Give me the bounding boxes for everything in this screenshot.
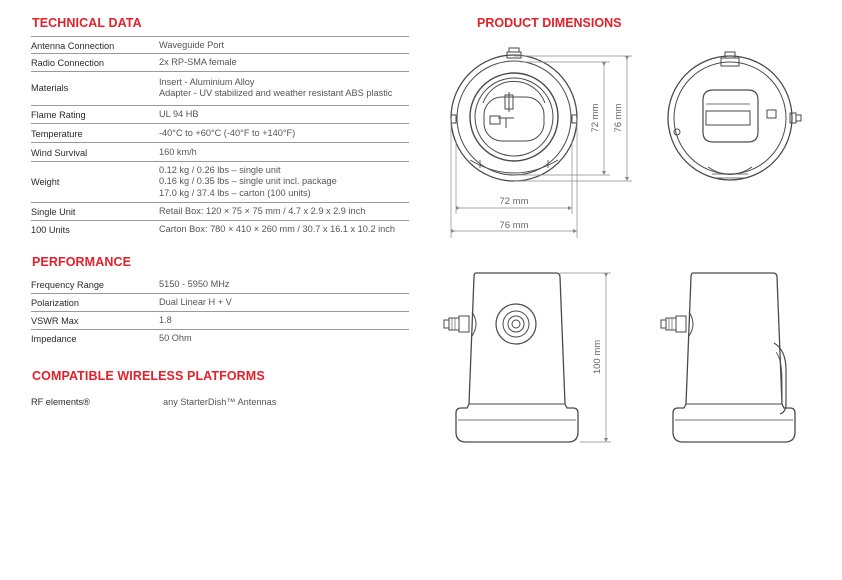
row-value: 50 Ohm bbox=[159, 333, 192, 343]
row-value: Carton Box: 780 × 410 × 260 mm / 30.7 x 16.1 x 10.2 inch bbox=[159, 224, 395, 234]
row-value: 0.12 kg / 0.26 lbs – single unit 0.16 kg / 0.35 lbs – single unit incl. package 17.0 kg / 37.4 lbs – carton (100 units) bbox=[159, 165, 337, 198]
row-value: -40°C to +60°C (-40°F to +140°F) bbox=[159, 128, 296, 138]
dim-label-72mm-height: 72 mm bbox=[590, 103, 601, 133]
row-label: Weight bbox=[31, 177, 60, 187]
row-label: RF elements® bbox=[31, 397, 90, 407]
side-view-profile-drawing bbox=[661, 273, 795, 442]
row-value: any StarterDish™ Antennas bbox=[163, 397, 277, 407]
row-value: 5150 - 5950 MHz bbox=[159, 279, 230, 289]
row-label: Radio Connection bbox=[31, 58, 105, 68]
row-label: Flame Rating bbox=[31, 110, 86, 120]
row-label: VSWR Max bbox=[31, 316, 79, 326]
row-label: Antenna Connection bbox=[31, 41, 115, 51]
row-label: Frequency Range bbox=[31, 280, 105, 290]
technical-data-title: TECHNICAL DATA bbox=[32, 16, 142, 30]
dim-label-76mm-height: 76 mm bbox=[613, 103, 624, 133]
dim-label-100mm-height: 100 mm bbox=[592, 339, 603, 375]
row-label: Materials bbox=[31, 83, 69, 93]
compatible-platforms-title: COMPATIBLE WIRELESS PLATFORMS bbox=[32, 369, 265, 383]
row-value: 160 km/h bbox=[159, 147, 197, 157]
back-view-drawing bbox=[668, 52, 801, 180]
dim-label-72mm-width: 72 mm bbox=[499, 196, 529, 207]
row-label: 100 Units bbox=[31, 225, 70, 235]
row-label: Impedance bbox=[31, 334, 77, 344]
row-label: Wind Survival bbox=[31, 148, 88, 158]
product-dimensions-title: PRODUCT DIMENSIONS bbox=[477, 16, 622, 30]
front-view-drawing bbox=[451, 48, 577, 181]
row-value: Waveguide Port bbox=[159, 40, 225, 50]
dim-label-76mm-width: 76 mm bbox=[499, 220, 529, 231]
row-value: Insert - Aluminium Alloy Adapter - UV stabilized and weather resistant ABS plastic bbox=[159, 77, 393, 99]
row-label: Single Unit bbox=[31, 207, 76, 217]
side-dimension-lines bbox=[560, 273, 611, 442]
row-value: Retail Box: 120 × 75 × 75 mm / 4.7 x 2.9 x 2.9 inch bbox=[159, 206, 366, 216]
row-label: Polarization bbox=[31, 298, 80, 308]
row-value: Dual Linear H + V bbox=[159, 297, 232, 307]
performance-title: PERFORMANCE bbox=[32, 255, 132, 269]
row-value: 2x RP-SMA female bbox=[159, 57, 237, 67]
row-value: UL 94 HB bbox=[159, 109, 199, 119]
row-label: Temperature bbox=[31, 129, 83, 139]
side-view-drawing bbox=[444, 273, 578, 442]
row-value: 1.8 bbox=[159, 315, 172, 325]
